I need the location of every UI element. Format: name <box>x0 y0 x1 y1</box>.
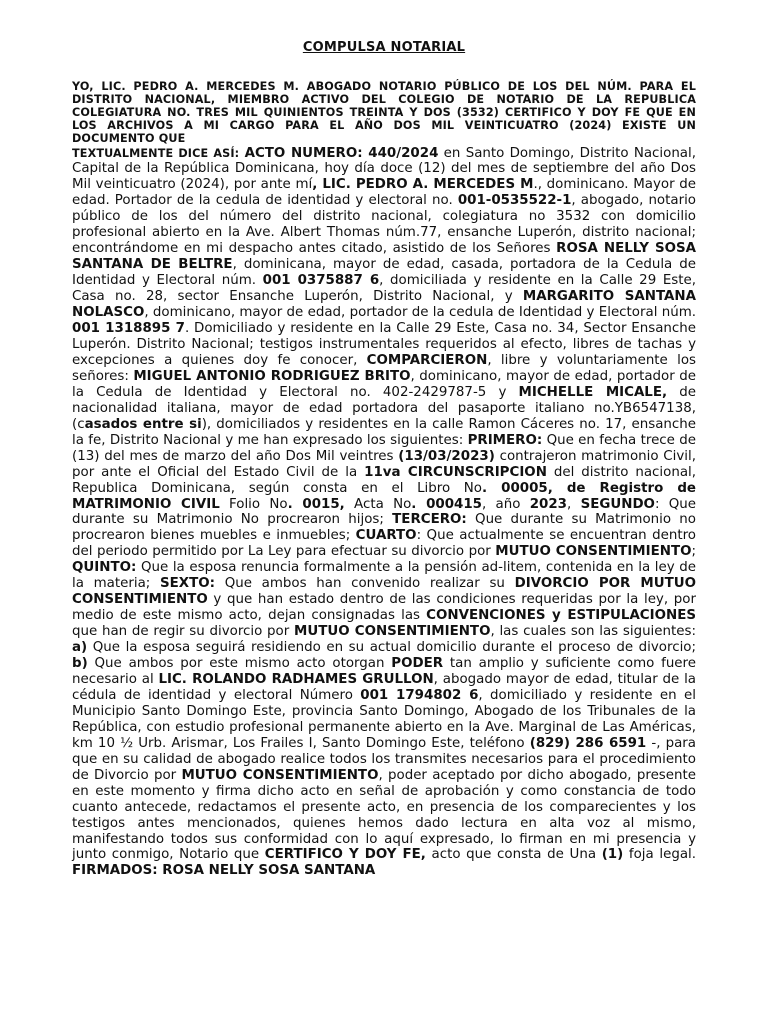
text-run: foja legal. <box>623 847 697 863</box>
text-run: Que en fecha trece de (13) del mes de marzo del año Dos Mil veintres <box>72 432 696 464</box>
text-run: , domiciliado y residente en el Municipio Santo Domingo Este, provincia Santo Domingo, Abogado de los Tribunales de la República, con estudio profesional permanente abierto en la Ave. Marginal de Las Américas, km 10 ½ Urb. Arismar, Los Frailes I, Santo Domingo Este, teléfono <box>72 687 696 751</box>
text-run: de nacionalidad italiana, mayor de edad portadora del pasaporte italiano no.YB6547138, (c <box>72 384 696 432</box>
bold-text-run: . 000415 <box>411 496 482 512</box>
bold-text-run: PRIMERO: <box>467 432 543 448</box>
bold-text-run: MIGUEL ANTONIO RODRIGUEZ BRITO <box>133 368 411 384</box>
bold-text-run: . 00005, de Registro de MATRIMONIO CIVIL <box>72 480 696 512</box>
text-run: , dominicano, mayor de edad, portador de la cedula de Identidad y Electoral núm. <box>144 305 696 321</box>
text-run: , abogado, notario público de los del número del distrito nacional, colegiatura no 3532 con domicilio profesional abierto en la Ave. Albert Thomas núm.77, ensanche Luperón, distrito nacional; encontrándome en mi despacho antes citado, asistido de los Señores <box>72 193 696 257</box>
text-run: : Que durante su Matrimonio No procrearon hijos; <box>72 496 697 528</box>
bold-text-run: 001 0375887 6 <box>262 273 380 289</box>
bold-text-run: 11va CIRCUNSCRIPCION <box>364 464 547 480</box>
text-run: , dominicana, mayor de edad, casada, portadora de la Cedula de Identidad y Electoral núm. <box>72 257 696 289</box>
text-run: , libre y voluntariamente los señores: <box>72 352 696 384</box>
bold-text-run: MARGARITO SANTANA NOLASCO <box>72 289 696 321</box>
text-run: , las cuales son las siguientes: <box>490 624 696 640</box>
text-run: , año <box>482 496 530 512</box>
text-run: del distrito nacional, Republica Dominicana, según consta en el Libro No <box>72 464 697 496</box>
text-run: ), domiciliados y residentes en la calle Ramon Cáceres no. 17, ensanche la fe, Distrito Nacional y me han expresado los siguientes: <box>72 416 696 448</box>
bold-text-run: PODER <box>391 656 444 672</box>
bold-text-run: COMPARCIERON <box>366 352 488 368</box>
bold-text-run: 001 1318895 7 <box>72 321 185 337</box>
text-run: contrajeron matrimonio Civil, por ante el Oficial del Estado Civil de la <box>72 448 696 480</box>
text-run: acto que consta de Una <box>425 847 602 863</box>
text-run: , poder aceptado por dicho abogado, presente en este momento y firma dicho acto en señal de aprobación y como constancia de todo cuanto antecede, redactamos el presente acto, en presencia de los comparecientes y los testigos antes mencionados, quienes hemos dado lectura en alta voz al mismo, manifestando todos sus conformidad con lo aquí expresado, lo firman en mi presencia y junto conmigo, Notario que <box>72 767 696 863</box>
bold-text-run: (1) <box>601 847 624 863</box>
text-run: y que han estado dentro de las condiciones requeridas por la ley, por medio de este mismo acto, dejan consignadas las <box>72 592 696 624</box>
text-run: Que ambos por este mismo acto otorgan <box>87 656 392 672</box>
text-run: : Que actualmente se encuentran dentro del periodo permitido por La Ley para efectuar su divorcio por <box>72 528 696 560</box>
document-title: COMPULSA NOTARIAL <box>302 40 466 55</box>
text-run: ; <box>691 544 696 560</box>
bold-text-run: ACTO NUMERO: 440/2024 <box>244 145 439 161</box>
bold-text-run: CUARTO <box>355 528 417 544</box>
bold-text-run: asados entre si <box>84 416 202 432</box>
bold-text-run: FIRMADOS: ROSA NELLY SOSA SANTANA <box>72 863 376 879</box>
text-run: ., dominicano. Mayor de edad. Portador de la cedula de identidad y electoral no. <box>72 177 696 209</box>
bold-text-run: 001-0535522-1 <box>457 193 572 209</box>
bold-text-run: a) <box>72 640 88 656</box>
text-run: Que la esposa seguirá residiendo en su actual domicilio durante el proceso de divorcio; <box>87 640 696 656</box>
bold-text-run: 001 1794802 6 <box>360 687 479 703</box>
body-text <box>72 146 696 879</box>
bold-text-run: . 0015, <box>287 496 345 512</box>
text-run: , abogado mayor de edad, titular de la cédula de identidad y electoral Número <box>72 671 696 703</box>
bold-text-run: TERCERO: <box>392 512 467 528</box>
intro-tail: TEXTUALMENTE DICE ASÍ: <box>72 146 240 160</box>
bold-text-run: MUTUO CONSENTIMIENTO <box>495 544 692 560</box>
intro-paragraph: YO, LIC. PEDRO A. MERCEDES M. ABOGADO NOTARIO PÚBLICO DE LOS DEL NÚM. PARA EL DISTRITO NACIONAL, MIEMBRO ACTIVO DEL COLEGIO DE NOTARIO DE LA REPUBLICA COLEGIATURA NO. TRES MIL QUINIENTOS TREINTA Y DOS (3532) CERTIFICO Y DOY FE QUE EN LOS ARCHIVOS A MI CARGO PARA EL AÑO DOS MIL VEINTICUATRO (2024) EXISTE UN DOCUMENTO QUE <box>72 80 696 145</box>
text-run: Folio No <box>219 496 288 512</box>
bold-text-run: b) <box>72 656 88 672</box>
bold-text-run: (829) 286 6591 <box>529 735 647 751</box>
text-run: -, para que en su calidad de abogado realice todos los transmites necesarios para el procedimiento de Divorcio por <box>72 735 696 783</box>
bold-text-run: MICHELLE MICALE, <box>518 384 668 400</box>
bold-text-run: CERTIFICO Y DOY FE, <box>264 847 426 863</box>
text-run: que han de regir su divorcio por <box>72 624 294 640</box>
text-run: Que durante su Matrimonio no procrearon bienes muebles e inmuebles; <box>72 512 696 544</box>
text-run: , domiciliada y residente en la Calle 29 Este, Casa no. 28, sector Ensanche Luperón, Distrito Nacional, y <box>72 273 697 305</box>
text-run: , dominicano, mayor de edad, portador de la Cedula de Identidad y Electoral no. 402-2429787-5 y <box>72 368 696 400</box>
bold-text-run: CONVENCIONES y ESTIPULACIONES <box>426 608 696 624</box>
text-run: , <box>567 496 581 512</box>
text-run: Que la esposa renuncia formalmente a la pensión ad-litem, contenida en la ley de la materia; <box>72 560 696 592</box>
bold-text-run: MUTUO CONSENTIMIENTO <box>294 624 491 640</box>
text-run: tan amplio y suficiente como fuere necesario al <box>72 656 696 687</box>
bold-text-run: SEXTO: <box>160 576 215 592</box>
text-run: . Domiciliado y residente en la Calle 29 Este, Casa no. 34, Sector Ensanche Luperón. Distrito Nacional; testigos instrumentales requeridos al efecto, libres de tachas y excepciones a quienes doy fe conocer, <box>72 321 696 368</box>
bold-text-run: 2023 <box>529 496 568 512</box>
body-paragraph <box>72 146 696 880</box>
bold-text-run: QUINTO: <box>72 560 137 576</box>
text-run: en Santo Domingo, Distrito Nacional, Capital de la República Dominicana, hoy día doce (12) del mes de septiembre del año Dos Mil veinticuatro (2024), por ante mí <box>72 145 696 193</box>
bold-text-run: ROSA NELLY SOSA SANTANA DE BELTRE <box>72 241 697 273</box>
bold-text-run: DIVORCIO POR MUTUO CONSENTIMIENTO <box>72 576 697 608</box>
bold-text-run: MUTUO CONSENTIMIENTO <box>181 767 379 783</box>
bold-text-run: SEGUNDO <box>580 496 655 512</box>
bold-text-run: LIC. ROLANDO RADHAMES GRULLON <box>158 671 434 687</box>
text-run: Acta No <box>344 496 412 512</box>
text-run: Que ambos han convenido realizar su <box>215 576 515 592</box>
bold-text-run: , LIC. PEDRO A. MERCEDES M <box>312 177 534 193</box>
bold-text-run: (13/03/2023) <box>398 448 495 464</box>
